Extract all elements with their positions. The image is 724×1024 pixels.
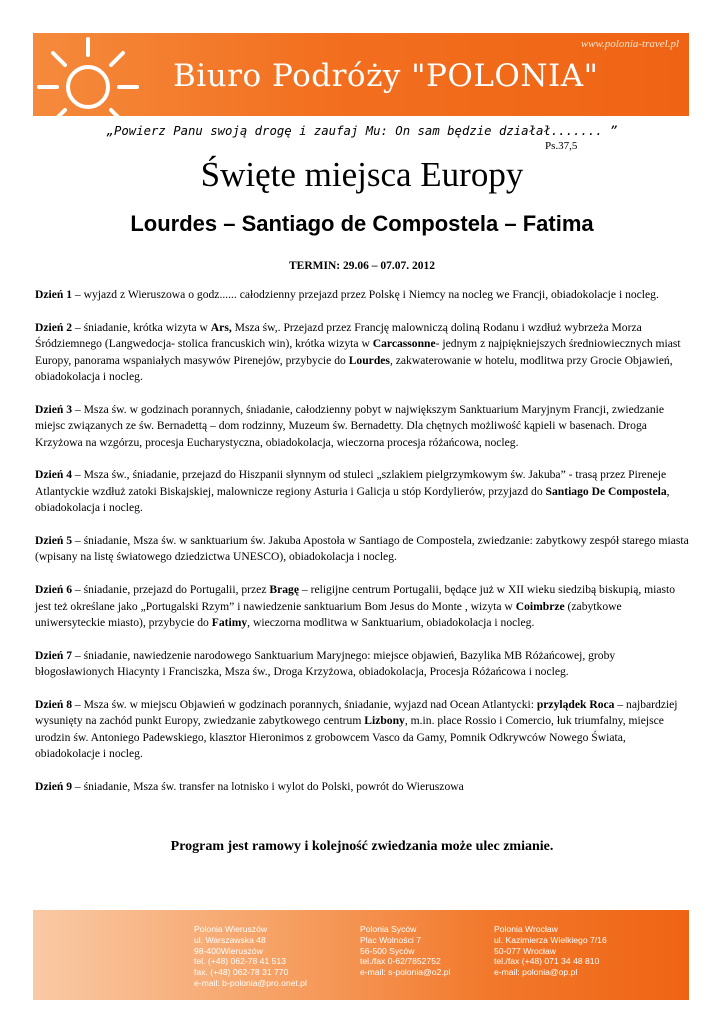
day-label: Dzień 7 xyxy=(35,648,73,662)
office-street: ul. Warszawska 48 xyxy=(194,934,266,945)
day-text: Msza św,. Przejazd przez Francję malowniczą doliną Rodanu i wzdłuż wybrzeża Morza Śródziemnego (Langwedocja- stolica francuskich win), krótka wizyta w xyxy=(35,320,642,351)
company-title: Biuro Podróży "POLONIA" xyxy=(173,58,599,94)
itinerary xyxy=(35,287,691,812)
day-item xyxy=(35,467,691,516)
day-text: – Msza św. w godzinach porannych, śniadanie, całodzienny pobyt w największym Sanktuarium Maryjnym Francji, zwiedzanie miejsc związanych ze św. Bernadettą – dom rodzinny, Muzeum św. Bernadetty. Dla chętnych możliwość kąpieli w basenach. Droga Krzyżowa na wzgórzu, procesja Eucharystyczna, obiadokolacja, wieczorna procesja różańcowa, nocleg. xyxy=(35,402,665,449)
day-item xyxy=(35,402,691,451)
route-subtitle: Lourdes – Santiago de Compostela – Fatima xyxy=(130,211,594,236)
day-text: – śniadanie, krótka wizyta w xyxy=(72,320,211,334)
header-banner xyxy=(33,33,689,116)
day-text: – śniadanie, przejazd do Portugalii, przez xyxy=(72,583,270,597)
main-title: Święte miejsca Europy xyxy=(200,155,524,194)
day-label: Dzień 8 xyxy=(35,698,73,712)
footer-banner xyxy=(33,910,689,1000)
day-text: – Msza św., śniadanie, przejazd do Hiszpanii słynnym od stuleci „szlakiem pielgrzymkowym św. Jakuba” - trasą przez Pireneje Atlantyckie wzdłuż zatoki Biskajskiej, malownicze regiony Asturia i Galicja u stóp Kordylierów, przyjazd do xyxy=(35,468,667,498)
motto-reference: Ps.37,5 xyxy=(545,140,578,152)
office-sycow xyxy=(360,924,450,978)
office-email: e-mail: polonia@op.pl xyxy=(494,967,578,978)
office-name: Polonia Wrocław xyxy=(494,924,558,934)
office-email: e-mail: s-polonia@o2.pl xyxy=(360,967,451,978)
day-text: – śniadanie, nawiedzenie narodowego Sanktuarium Maryjnego: miejsce objawień, Bazylika MB Różańcowej, groby błogosławionych Hiacynty i Franciszka, Msza św., Droga Krzyżowa, obiadokolacja, Procesja Różańcowa i nocleg. xyxy=(35,648,616,679)
office-email: e-mail: b-polonia@pro.onet.pl xyxy=(194,977,307,988)
office-city: 50-077 Wrocław xyxy=(494,945,556,956)
office-city: 98-400Wieruszów xyxy=(194,945,263,956)
day-item xyxy=(35,648,691,681)
office-name: Polonia Syców xyxy=(360,924,417,934)
place-name: Coimbrze xyxy=(515,599,565,613)
day-text: , zakwaterowanie w hotelu, modlitwa przy Grocie Objawień, obiadokolacja i nocleg. xyxy=(35,353,673,384)
office-street: Plac Wolności 7 xyxy=(360,934,421,945)
place-name: Bragę xyxy=(269,583,299,597)
motto-quote: „Powierz Panu swoją drogę i zaufaj Mu: On sam będzie działał....... ” xyxy=(106,124,618,138)
office-phone: tel./fax (+48) 071 34 48 810 xyxy=(494,956,600,967)
office-fax: fax. (+48) 062-78 31 770 xyxy=(194,967,289,978)
day-text: – najbardziej wysunięty na zachód punkt Europy, zwiedzanie zabytkowego centrum xyxy=(35,698,678,728)
office-phone: tel. (+48) 062-78 41 513 xyxy=(194,956,286,967)
office-wieruszow xyxy=(194,924,307,989)
day-item xyxy=(35,582,691,631)
sun-logo-icon xyxy=(33,33,163,116)
day-text: (zabytkowe uniwersyteckie miasto), przybycie do xyxy=(35,599,622,630)
day-label: Dzień 3 xyxy=(35,402,73,416)
day-text: – śniadanie, Msza św. transfer na lotnisko i wylot do Polski, powrót do Wieruszowa xyxy=(72,780,464,794)
day-text: , m.in. place Rossio i Comercio, łuk triumfalny, miejsce urodzin św. Antoniego Padewskiego, klasztor Hieronimos z grobowcem Vasco da Gamy, Pomnik Odkrywców Nowego Świata, obiadokolacje i nocleg. xyxy=(35,714,664,761)
day-label: Dzień 1 xyxy=(35,288,73,301)
place-name: Lizbony xyxy=(364,714,405,728)
day-text: , wieczorna modlitwa w Sanktuarium, obiadokolacja i nocleg. xyxy=(247,616,535,630)
day-item xyxy=(35,779,691,795)
day-text: – Msza św. w miejscu Objawień w godzinach porannych, śniadanie, wyjazd nad Ocean Atlantycki: xyxy=(72,698,537,712)
office-wroclaw xyxy=(494,924,607,978)
day-item xyxy=(35,320,691,386)
day-label: Dzień 9 xyxy=(35,780,73,794)
day-item xyxy=(35,533,691,566)
day-label: Dzień 6 xyxy=(35,583,73,597)
place-name: Lourdes xyxy=(348,353,390,367)
day-item xyxy=(35,697,691,763)
office-city: 56-500 Syców xyxy=(360,945,415,956)
place-name: Carcassonne xyxy=(372,337,436,351)
website-url: www.polonia-travel.pl xyxy=(580,38,679,50)
place-name: Ars, xyxy=(210,320,232,334)
place-name: przylądek Roca xyxy=(536,698,615,712)
day-text: – religijne centrum Portugalii, będące już w XII wieku siedzibą biskupią, miasto jest też określane jako „Portugalski Rzym” i nawiedzenie sanktuarium Bom Jesus do Monte , wizyta w xyxy=(35,583,676,613)
day-text: – wyjazd z Wieruszowa o godz...... całodzienny przejazd przez Polskę i Niemcy na nocleg we Francji, obiadokolacje i nocleg. xyxy=(72,288,659,301)
office-name: Polonia Wieruszów xyxy=(194,924,268,934)
day-text: , obiadokolacja i nocleg. xyxy=(35,484,670,515)
day-label: Dzień 2 xyxy=(35,320,73,334)
trip-dates: TERMIN: 29.06 – 07.07. 2012 xyxy=(289,260,435,272)
day-label: Dzień 5 xyxy=(35,534,73,548)
day-text: - jednym z najpiękniejszych średniowiecznych miast Europy, panorama wspaniałych masywów Pirenejów, przybycie do xyxy=(35,337,681,367)
office-phone: tel./fax 0-62/7852752 xyxy=(360,956,441,967)
day-label: Dzień 4 xyxy=(35,468,73,482)
day-item xyxy=(35,287,691,303)
office-street: ul. Kazimierza Wielkiego 7/16 xyxy=(494,934,607,945)
day-text: – śniadanie, Msza św. w sanktuarium św. Jakuba Apostoła w Santiago de Compostela, zwiedzanie: zabytkowy zespół starego miasta (wpisany na listę światowego dziedzictwa UNESCO), obiadokolacja i nocleg. xyxy=(35,534,689,564)
program-note: Program jest ramowy i kolejność zwiedzania może ulec zmianie. xyxy=(170,839,554,854)
place-name: Fatimy xyxy=(211,616,248,630)
place-name: Santiago De Compostela xyxy=(545,484,667,498)
